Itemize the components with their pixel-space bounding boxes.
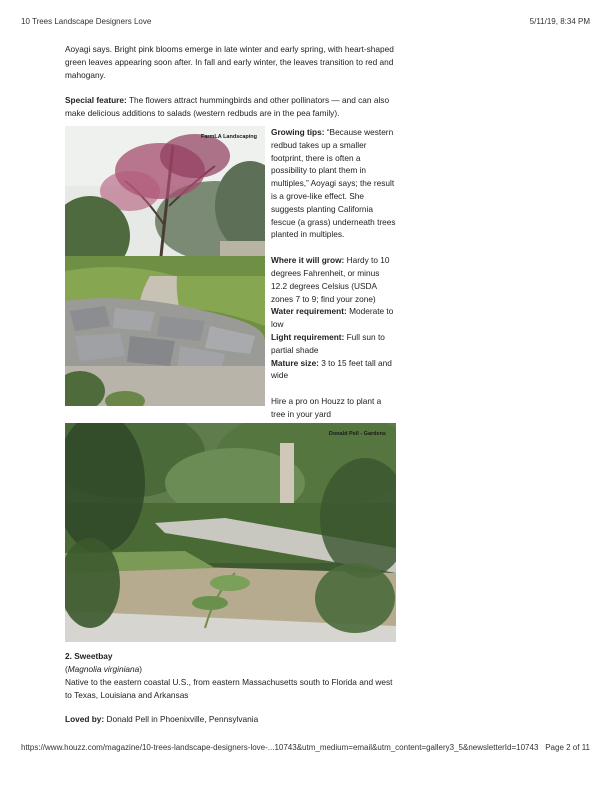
native-range: Native to the eastern coastal U.S., from eastern Massachusetts south to Florida and west to Texas, Louisiana and Arkansas (65, 677, 393, 700)
photo-credit: Donald Pell - Gardens (328, 431, 386, 437)
light-requirement (271, 331, 396, 357)
growing-tips-label: Growing tips: (271, 127, 325, 137)
intro-paragraph: Aoyagi says. Bright pink blooms emerge in late winter and early spring, with heart-shaped green leaves appearing soon after. In fall and early winter, the leaves transition to red and mahogany. (65, 44, 394, 80)
redbud-garden-photo (65, 126, 265, 406)
mature-size (271, 357, 396, 383)
hire-pro-link[interactable]: Hire a pro on Houzz to plant a tree in your yard (271, 396, 382, 419)
special-feature-label: Special feature: (65, 95, 127, 105)
size-text: 3 to 15 feet tall and wide (271, 357, 392, 381)
water-requirement (271, 305, 396, 331)
sweetbay-garden-illustration (65, 423, 396, 642)
where-label: Where it will grow: (271, 255, 345, 266)
where-it-will-grow (271, 254, 396, 305)
special-feature-text: The flowers attract hummingbirds and other pollinators — and can also make delicious additions to salads (western redbuds are in the pea family). (65, 95, 390, 118)
water-text: Moderate to low (271, 306, 394, 330)
redbud-details (271, 126, 396, 421)
print-datetime: 5/11/19, 8:34 PM (529, 17, 590, 26)
growing-tips (271, 126, 396, 241)
growing-tips-text: “Because western redbud takes up a smaller footprint, there is often a possibility to plant them in multiples,” Aoyagi says; the result is a grove-like effect. She suggests planting California fescue (a grass) underneath trees planted in multiples. (271, 127, 396, 240)
water-label: Water requirement: (271, 306, 347, 317)
latin-name (65, 663, 400, 676)
light-label: Light requirement: (271, 331, 345, 342)
sweetbay-garden-photo (65, 423, 396, 642)
document-title: 10 Trees Landscape Designers Love (21, 17, 152, 26)
latin-close-paren: ) (139, 664, 143, 674)
photo-credit: FarmLA Landscaping (200, 134, 257, 140)
loved-by (65, 713, 400, 726)
page-number: Page 2 of 11 (545, 743, 590, 752)
page-url: https://www.houzz.com/magazine/10-trees-landscape-designers-love-...10743&utm_medium=email&utm_content=gallery3_5&newsletterId=10743 (21, 743, 539, 752)
loved-by-label: Loved by: (65, 714, 105, 724)
light-text: Full sun to partial shade (271, 331, 385, 355)
size-label: Mature size: (271, 357, 319, 368)
loved-by-text: Donald Pell in Phoenixville, Pennsylvania (104, 714, 259, 724)
where-text: Hardy to 10 degrees Fahrenheit, or minus 12.2 degrees Celsius (USDA zones 7 to 9; find your zone) (271, 255, 390, 304)
latin-open-paren: ( (65, 664, 68, 674)
section-heading: 2. Sweetbay (65, 651, 113, 661)
redbud-garden-illustration (65, 126, 265, 406)
special-feature-paragraph (65, 94, 400, 120)
latin-name-text: Magnolia virginiana (67, 664, 140, 674)
